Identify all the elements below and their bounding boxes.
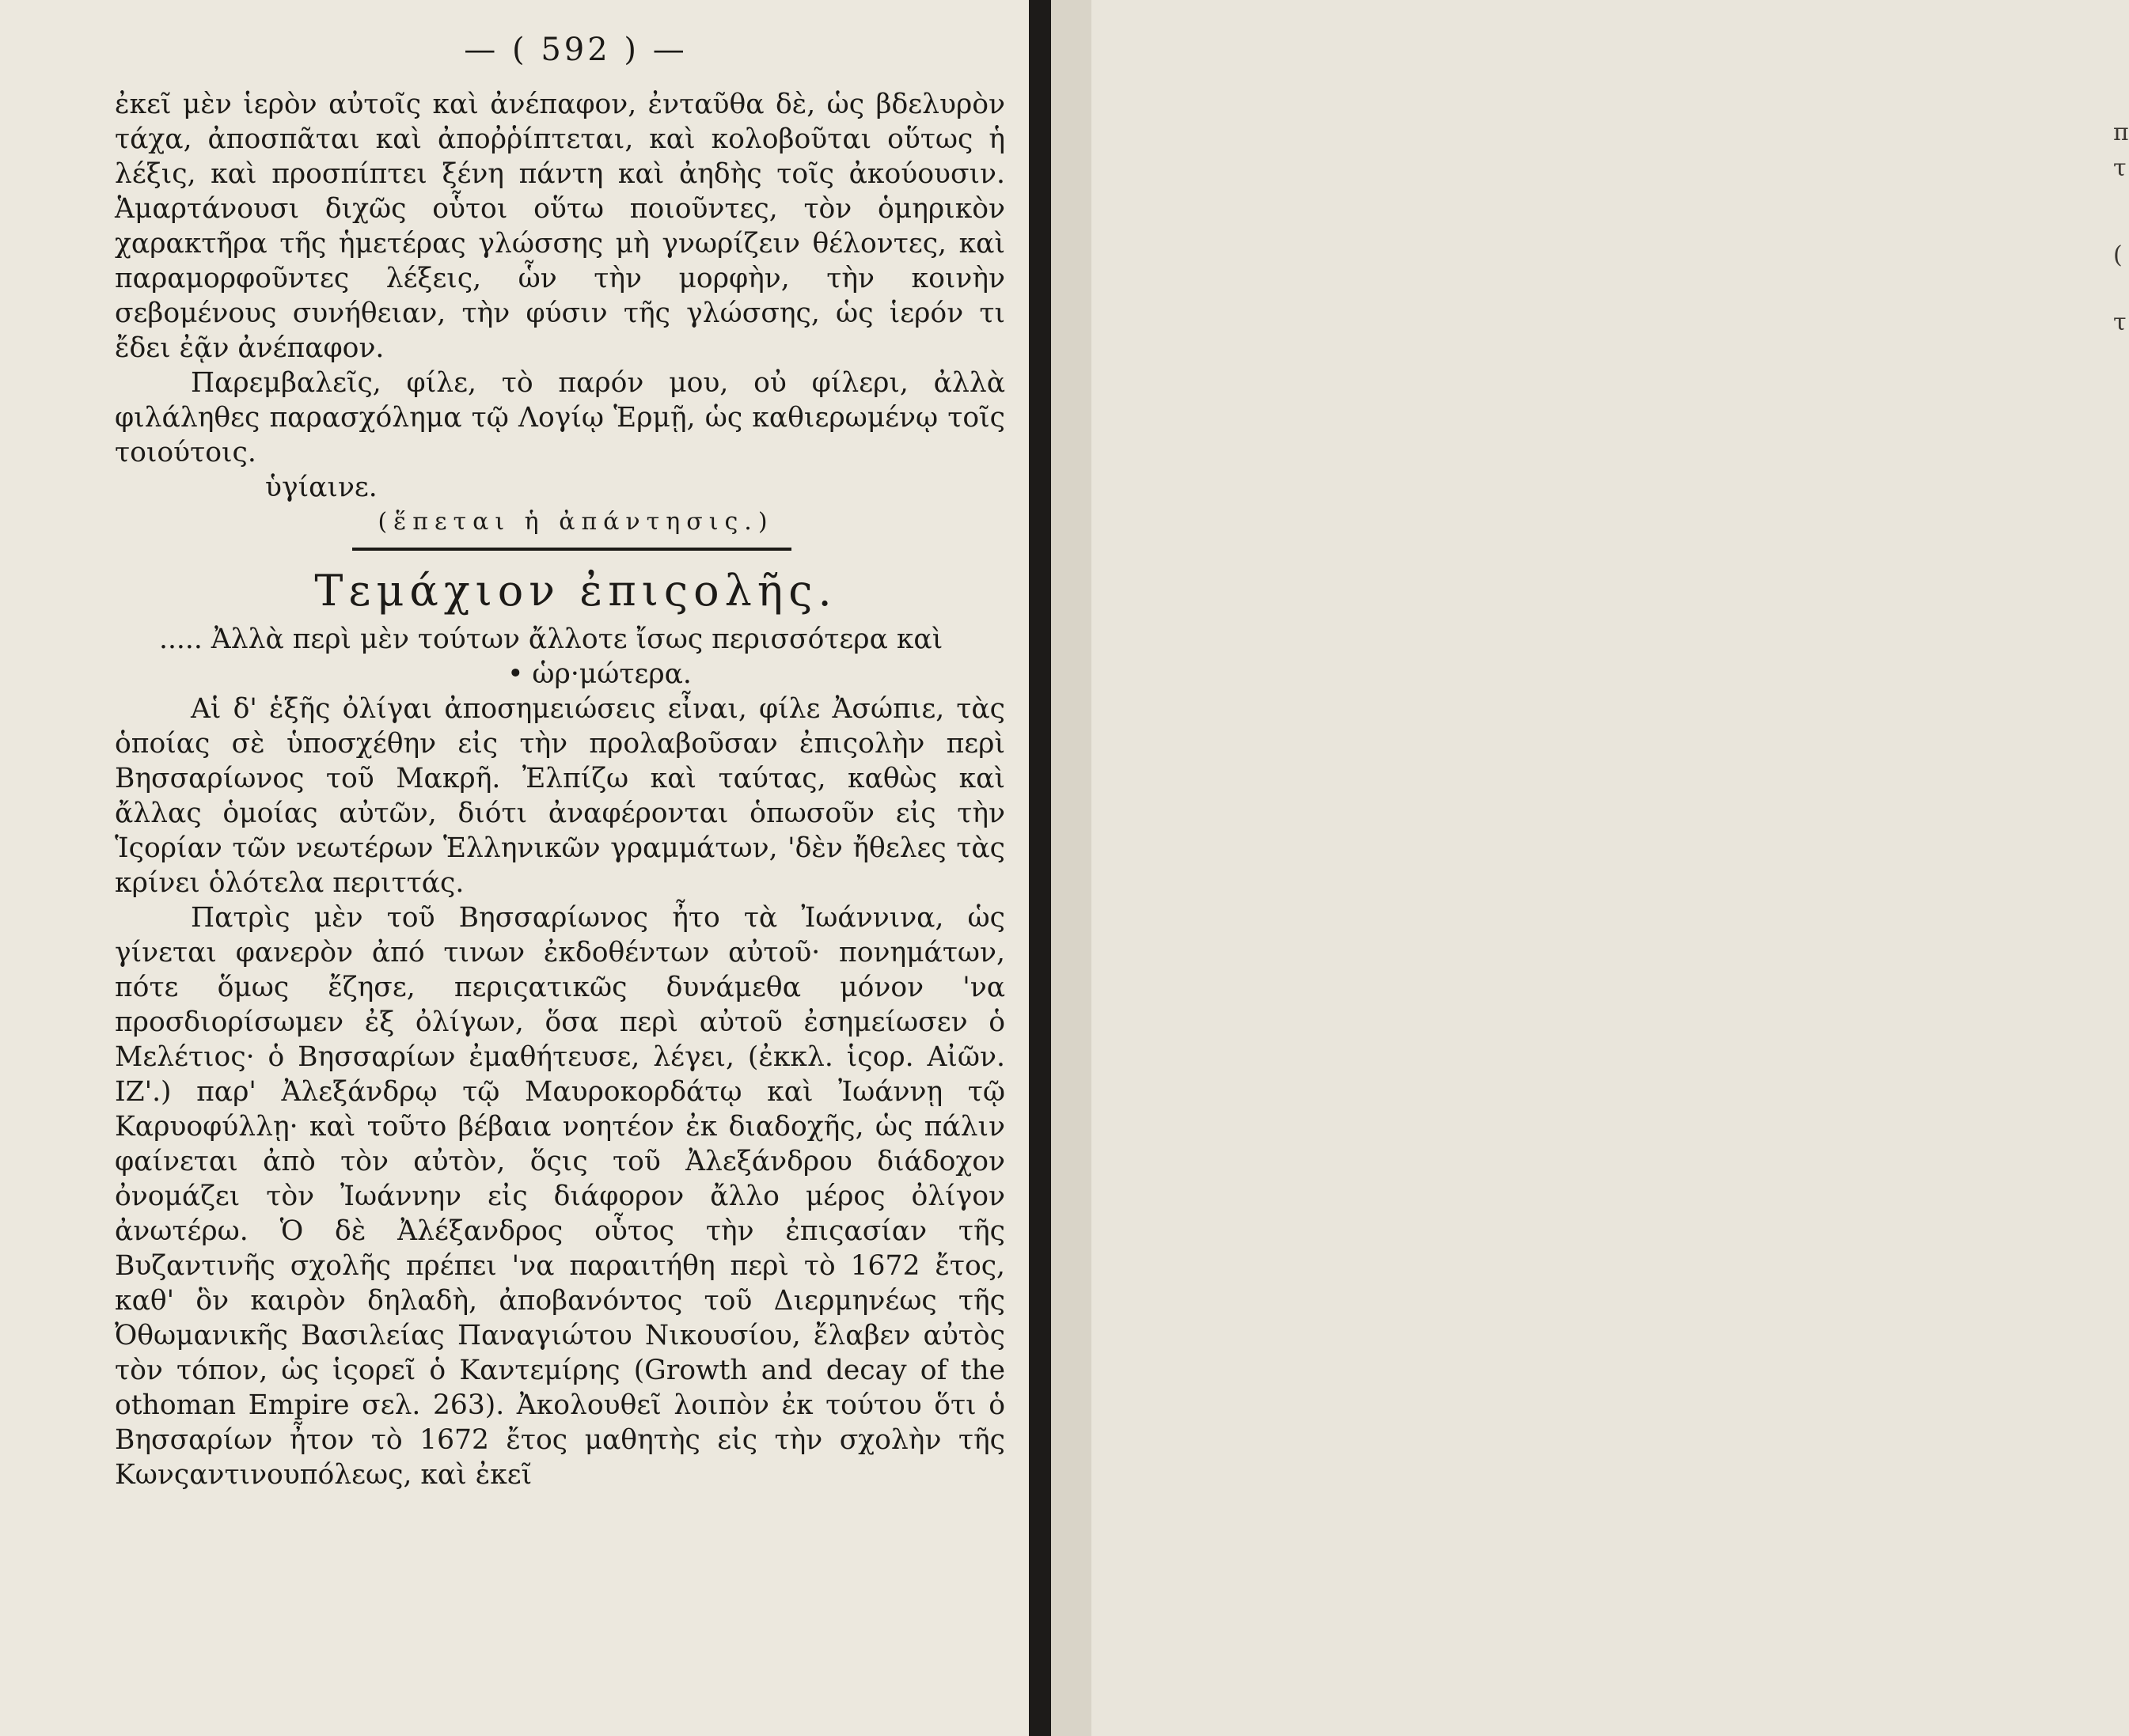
section-title: Τεμάχιον ἐπιςολῆς. — [314, 566, 837, 616]
adjacent-letter: τ — [2113, 154, 2127, 182]
paragraph-2: Παρεμβαλεῖς, φίλε, τὸ παρόν μου, οὐ φίλερι, ἀλλὰ φιλάληθες παρασχόλημα τῷ Λογίῳ Ἑρμῇ, ὡς καθιερωμένῳ τοῖς τοιούτοις. — [115, 367, 1005, 468]
book-gutter — [1029, 0, 1051, 1736]
section-lead-end: • ὡρ·μώτερα. — [507, 658, 692, 690]
continued-note: (ἕπεται ἡ ἀπάντησις.) — [378, 508, 774, 536]
paragraph-1: ἐκεῖ μὲν ἱερὸν αὐτοῖς καὶ ἀνέπαφον, ἐνταῦθα δὲ, ὡς βδελυρὸν τάχα, ἀποσπᾶται καὶ ἀποῤῥίπτεται, καὶ κολοβοῦται οὕτως ἡ λέξις, καὶ προσπίπτει ξένη πάντη καὶ ἀηδὴς τοῖς ἀκούουσιν. Ἁμαρτάνουσι διχῶς οὗτοι οὕτω ποιοῦντες, τὸν ὁμηρικὸν χαρακτῆρα τῆς ἡμετέρας γλώσσης μὴ γνωρίζειν θέλοντες, καὶ παραμορφοῦντες λέξεις, ὧν τὴν μορφὴν, τὴν κοινὴν σεβομένους συνήθειαν, τὴν φύσιν τῆς γλώσσης, ὡς ἱερόν τι ἔδει ἐᾷν ἀνέπαφον. — [115, 89, 1005, 364]
section-lead: ..... Ἀλλὰ περὶ μὲν τούτων ἄλλοτε ἴσως περισσότερα καὶ — [159, 624, 943, 655]
paragraph-3: Αἱ δ' ἑξῆς ὀλίγαι ἀποσημειώσεις εἶναι, φίλε Ἀσώπιε, τὰς ὁποίας σὲ ὑποσχέθην εἰς τὴν προλαβοῦσαν ἐπιςολὴν περὶ Βησσαρίωνος τοῦ Μακρῆ. Ἐλπίζω καὶ ταύτας, καθὼς καὶ ἄλλας ὁμοίας αὐτῶν, διότι ἀναφέρονται ὁπωσοῦν εἰς τὴν Ἱςορίαν τῶν νεωτέρων Ἑλληνικῶν γραμμάτων, 'δὲν ἤθελες τὰς κρίνει ὁλότελα περιττάς. — [115, 693, 1005, 899]
adjacent-page-edge — [1051, 0, 2129, 1736]
book-page — [0, 0, 1029, 1736]
signoff-line — [115, 470, 1005, 505]
adjacent-letter: π — [2113, 119, 2129, 146]
page-content — [115, 32, 1005, 1492]
adjacent-letter: τ — [2113, 309, 2127, 336]
paragraph-4: Πατρὶς μὲν τοῦ Βησσαρίωνος ἦτο τὰ Ἰωάννινα, ὡς γίνεται φανερὸν ἀπό τινων ἐκδοθέντων αὐτοῦ· πονημάτων, πότε ὅμως ἔζησε, περιςατικῶς δυνάμεθα μόνον 'να προσδιορίσωμεν ἐξ ὀλίγων, ὅσα περὶ αὐτοῦ ἐσημείωσεν ὁ Μελέτιος· ὁ Βησσαρίων ἐμαθήτευσε, λέγει, (ἐκκλ. ἱςορ. Αἰῶν. ΙΖ'.) παρ' Ἀλεξάνδρῳ τῷ Μαυροκορδάτῳ καὶ Ἰωάννῃ τῷ Καρυοφύλλῃ· καὶ τοῦτο βέβαια νοητέον ἐκ διαδοχῆς, ὡς πάλιν φαίνεται ἀπὸ τὸν αὐτὸν, ὅςις τοῦ Ἀλεξάνδρου διάδοχον ὀνομάζει τὸν Ἰωάννην εἰς διάφορον ἄλλο μέρος ὀλίγον ἀνωτέρω. Ὁ δὲ Ἀλέξανδρος οὗτος τὴν ἐπιςασίαν τῆς Βυζαντινῆς σχολῆς πρέπει 'να παραιτήθη περὶ τὸ 1672 ἔτος, καθ' ὃν καιρὸν δηλαδὴ, ἀποβανόντος τοῦ Διερμηνέως τῆς Ὀθωμανικῆς Βασιλείας Παναγιώτου Νικουσίου, ἔλαβεν αὐτὸς τὸν τόπον, ὡς ἱςορεῖ ὁ Καντεμίρης (Growth and decay of the othoman Empire σελ. 263). Ἀκολουθεῖ λοιπὸν ἐκ τούτου ὅτι ὁ Βησσαρίων ἦτον τὸ 1672 ἔτος μαθητὴς εἰς τὴν σχολὴν τῆς Κωνςαντινουπόλεως, καὶ ἐκεῖ — [115, 902, 1005, 1491]
adjacent-letter: ( — [2113, 241, 2123, 269]
section-divider — [352, 548, 791, 551]
closing-word: ὑγίαινε. — [265, 472, 378, 503]
page-number: — ( 592 ) — — [464, 32, 688, 68]
